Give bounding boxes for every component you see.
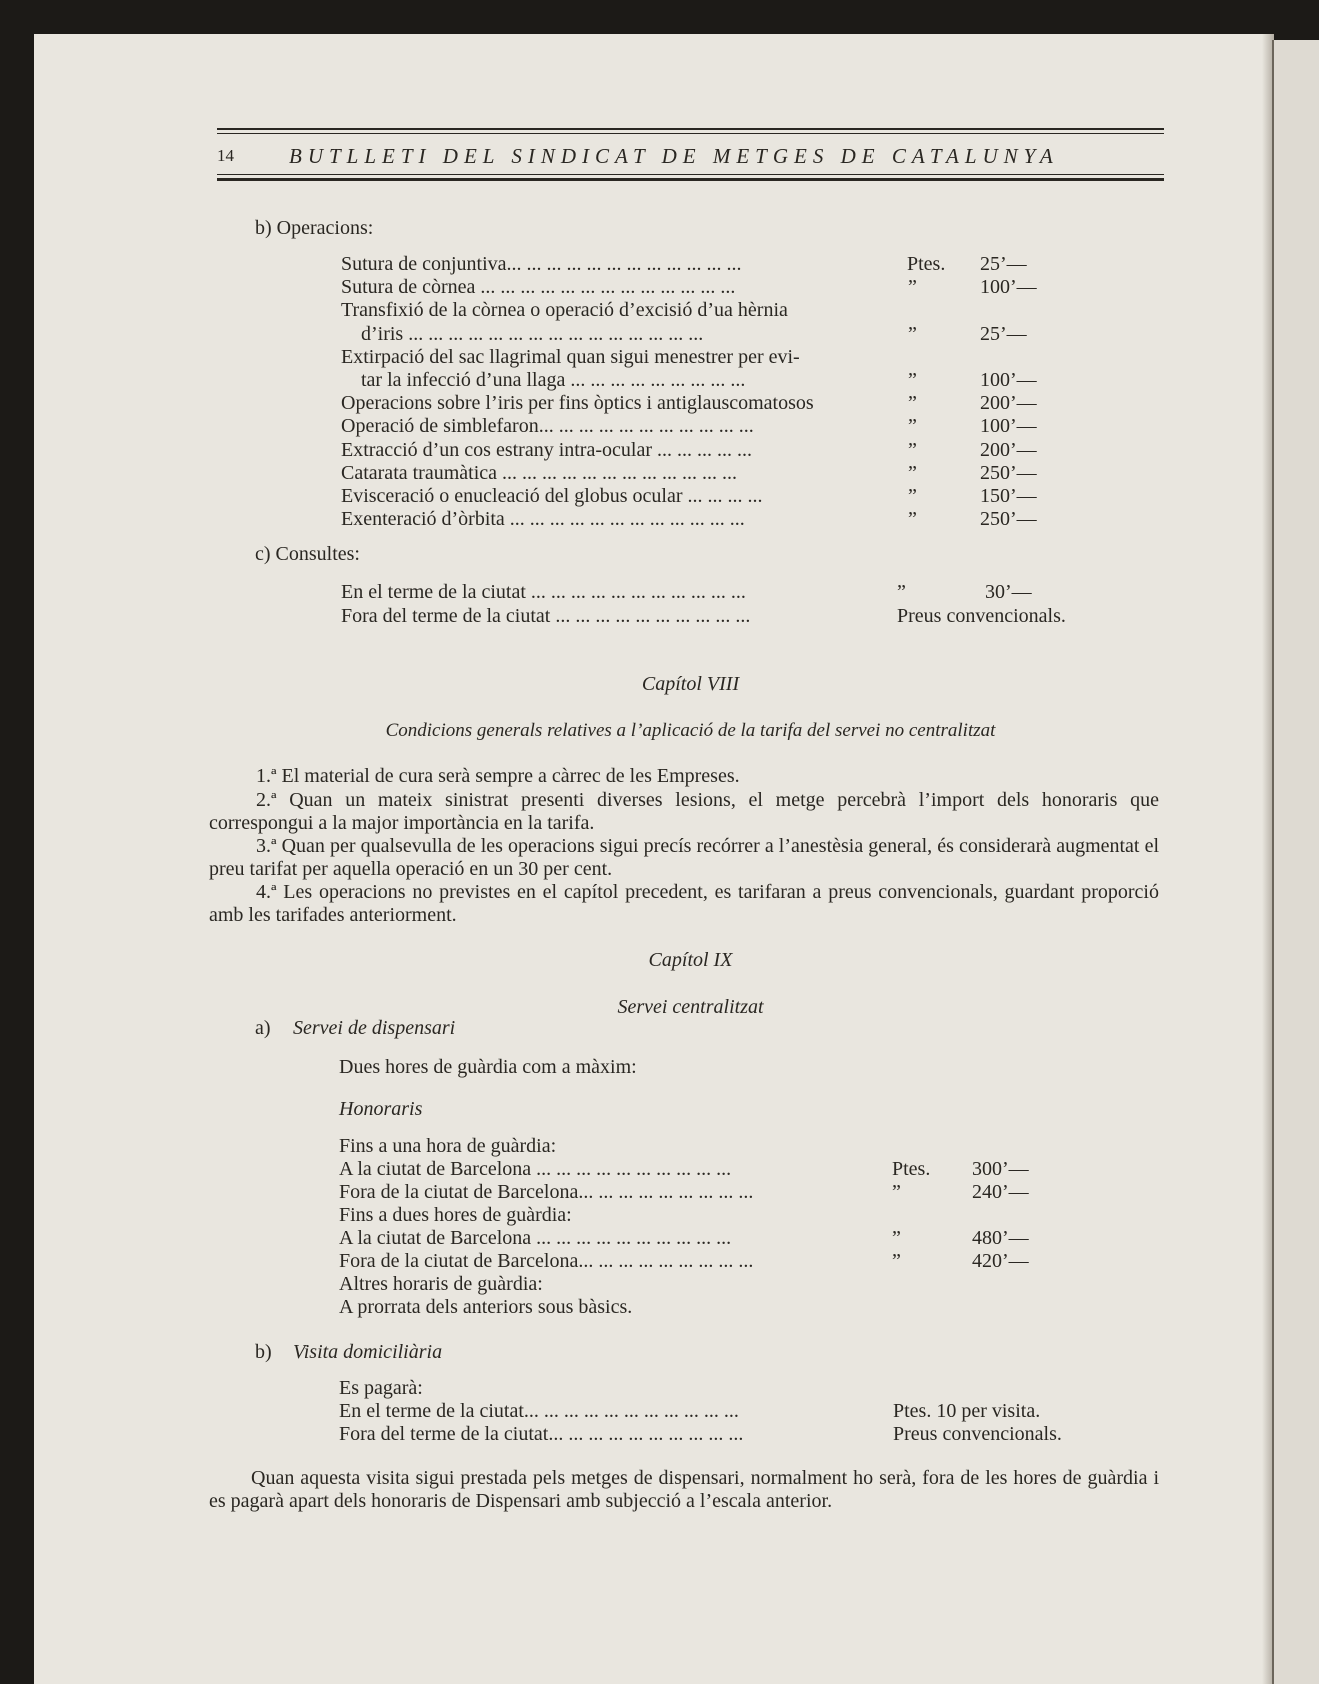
- honoraris-label: Honoraris: [339, 1098, 423, 1120]
- operacio-row: [0, 323, 1319, 346]
- dispensari-description: Fora de la ciutat de Barcelona... ... ... ... ... ... ... ... ...: [339, 1181, 754, 1203]
- dispensari-unit: Ptes.: [892, 1158, 931, 1180]
- section-label-consultes: c) Consultes:: [255, 543, 360, 565]
- section-a-label: Servei de dispensari: [293, 1017, 456, 1039]
- operacio-row: [0, 439, 1319, 462]
- operacio-unit: ”: [908, 415, 917, 438]
- operacio-unit: ”: [908, 485, 917, 507]
- operacio-unit: ”: [908, 508, 917, 531]
- section-b-intro: Es pagarà:: [339, 1377, 423, 1399]
- operacio-row: [0, 299, 1319, 322]
- header-rule-bottom-thin: [217, 174, 1164, 175]
- dispensari-description: Fora de la ciutat de Barcelona... ... ... ... ... ... ... ... ...: [339, 1250, 754, 1272]
- operacio-unit: ”: [908, 322, 917, 345]
- dispensari-row: [0, 1273, 1319, 1296]
- operacio-price: 200’—: [980, 438, 1037, 461]
- operacio-unit: ”: [908, 438, 917, 461]
- section-a-intro: Dues hores de guàrdia com a màxim:: [339, 1056, 637, 1078]
- operacio-unit: ”: [908, 369, 917, 391]
- dispensari-row: [0, 1204, 1319, 1227]
- operacio-price: 25’—: [980, 322, 1027, 345]
- condition-item: 3.ª Quan per qualsevulla de les operacions sigui precís recórrer a l’anestèsia general, és considerarà augmentat el preu tarifat per aquella operació en un 30 per cent.: [209, 835, 1159, 880]
- dispensari-row: [0, 1296, 1319, 1319]
- condition-item: 4.ª Les operacions no previstes en el capítol precedent, es tarifaran a preus convencionals, guardant proporció amb les tarifades anteriorment.: [209, 881, 1159, 926]
- operacio-price: 25’—: [980, 253, 1027, 275]
- operacio-description: Extracció d’un cos estrany intra-ocular ... ... ... ... ...: [341, 438, 752, 461]
- dispensari-description: Fins a una hora de guàrdia:: [339, 1135, 557, 1157]
- operacio-row: [0, 369, 1319, 392]
- operacio-row: [0, 392, 1319, 415]
- visita-unit: Preus convencionals.: [893, 1423, 1062, 1445]
- dispensari-row: [0, 1227, 1319, 1250]
- operacio-unit: ”: [908, 461, 917, 484]
- visita-row: [0, 1423, 1319, 1446]
- section-b-prefix: b): [255, 1341, 272, 1363]
- condition-item: 1.ª El material de cura serà sempre a càrrec de les Empreses.: [256, 765, 740, 787]
- header-rule-bottom: [217, 178, 1164, 181]
- consulta-description: Fora del terme de la ciutat ... ... ... ... ... ... ... ... ... ...: [341, 604, 751, 627]
- section-b-label: Visita domiciliària: [293, 1341, 443, 1363]
- dispensari-row: [0, 1158, 1319, 1181]
- running-header: [217, 143, 1164, 169]
- dispensari-unit: ”: [892, 1181, 901, 1203]
- operacio-description: Operació de simblefaron... ... ... ... ... ... ... ... ... ... ...: [341, 415, 754, 438]
- operacio-description: tar la infecció d’una llaga ... ... ... ... ... ... ... ... ...: [361, 369, 746, 391]
- visita-row: [0, 1400, 1319, 1423]
- operacio-description: d’iris ... ... ... ... ... ... ... ... ... ... ... ... ... ... ...: [361, 322, 704, 345]
- section-a-prefix: a): [255, 1017, 271, 1039]
- operacio-description: Catarata traumàtica ... ... ... ... ... ... ... ... ... ... ... ...: [341, 461, 738, 484]
- operacio-unit: Ptes.: [907, 253, 946, 275]
- dispensari-row: [0, 1181, 1319, 1204]
- dispensari-description: A la ciutat de Barcelona ... ... ... ... ... ... ... ... ... ...: [339, 1227, 732, 1249]
- chapter-8-title: Capítol VIII: [641, 673, 740, 695]
- section-label-operacions: b) Operacions:: [255, 217, 374, 239]
- operacio-price: 150’—: [980, 485, 1037, 507]
- visita-unit: Ptes. 10 per visita.: [893, 1400, 1041, 1422]
- closing-paragraph: Quan aquesta visita sigui prestada pels metges de dispensari, normalment ho serà, fora de les hores de guàrdia i es pagarà apart dels honoraris de Dispensari amb subjecció a l’escala anterior.: [209, 1467, 1159, 1512]
- operacio-description: Exenteració d’òrbita ... ... ... ... ... ... ... ... ... ... ... ...: [341, 508, 745, 531]
- dispensari-price: 420’—: [972, 1250, 1029, 1272]
- consulta-row: [0, 605, 1319, 628]
- operacio-row: [0, 253, 1319, 276]
- operacio-row: [0, 508, 1319, 531]
- dispensari-unit: ”: [892, 1227, 901, 1249]
- consulta-unit: ”: [897, 581, 906, 603]
- operacio-row: [0, 346, 1319, 369]
- dispensari-price: 480’—: [972, 1227, 1029, 1249]
- header-rule-top-thin: [217, 133, 1164, 134]
- dispensari-price: 300’—: [972, 1158, 1029, 1180]
- operacio-price: 250’—: [980, 461, 1037, 484]
- operacio-description: Transfixió de la còrnea o operació d’excisió d’ua hèrnia: [341, 299, 788, 322]
- chapter-8-subtitle: Condicions generals relatives a l’aplicació de la tarifa del servei no centralitzat: [385, 720, 996, 741]
- consulta-description: En el terme de la ciutat ... ... ... ... ... ... ... ... ... ... ...: [341, 581, 746, 603]
- consulta-unit: Preus convencionals.: [897, 604, 1066, 627]
- operacio-description: Sutura de còrnea ... ... ... ... ... ... ... ... ... ... ... ... ...: [341, 276, 736, 299]
- operacio-row: [0, 462, 1319, 485]
- dispensari-price: 240’—: [972, 1181, 1029, 1203]
- header-rule-top: [217, 128, 1164, 130]
- operacio-description: Extirpació del sac llagrimal quan sigui menestrer per evi-: [341, 345, 800, 368]
- operacio-price: 250’—: [980, 508, 1037, 531]
- dispensari-description: A prorrata dels anteriors sous bàsics.: [339, 1296, 633, 1318]
- visita-description: Fora del terme de la ciutat... ... ... ... ... ... ... ... ... ...: [339, 1423, 744, 1445]
- operacio-unit: ”: [908, 392, 917, 415]
- dispensari-description: Fins a dues hores de guàrdia:: [339, 1204, 572, 1226]
- consulta-row: [0, 581, 1319, 604]
- dispensari-row: [0, 1135, 1319, 1158]
- running-title: BUTLLETI DEL SINDICAT DE METGES DE CATALUNYA: [289, 144, 1059, 168]
- condition-item: 2.ª Quan un mateix sinistrat presenti diverses lesions, el metge percebrà l’import dels honoraris que correspongui a la major importància en la tarifa.: [209, 789, 1159, 834]
- dispensari-description: Altres horaris de guàrdia:: [339, 1273, 543, 1295]
- consulta-price: 30’—: [985, 581, 1032, 603]
- operacio-row: [0, 485, 1319, 508]
- dispensari-unit: ”: [892, 1250, 901, 1272]
- operacio-price: 100’—: [980, 415, 1037, 438]
- chapter-9-subtitle: Servei centralitzat: [617, 996, 764, 1018]
- page-number: 14: [217, 146, 234, 165]
- dispensari-row: [0, 1250, 1319, 1273]
- operacio-description: Operacions sobre l’iris per fins òptics i antiglauscomatosos: [341, 392, 814, 415]
- operacio-description: Sutura de conjuntiva... ... ... ... ... ... ... ... ... ... ... ...: [341, 253, 742, 275]
- operacio-price: 100’—: [980, 276, 1037, 299]
- operacio-price: 100’—: [980, 369, 1037, 391]
- dispensari-description: A la ciutat de Barcelona ... ... ... ... ... ... ... ... ... ...: [339, 1158, 732, 1180]
- visita-description: En el terme de la ciutat... ... ... ... ... ... ... ... ... ... ...: [339, 1400, 739, 1422]
- operacio-row: [0, 415, 1319, 438]
- chapter-9-title: Capítol IX: [648, 949, 733, 971]
- operacio-row: [0, 276, 1319, 299]
- operacio-unit: ”: [908, 276, 917, 299]
- operacio-price: 200’—: [980, 392, 1037, 415]
- operacio-description: Evisceració o enucleació del globus ocular ... ... ... ...: [341, 485, 763, 507]
